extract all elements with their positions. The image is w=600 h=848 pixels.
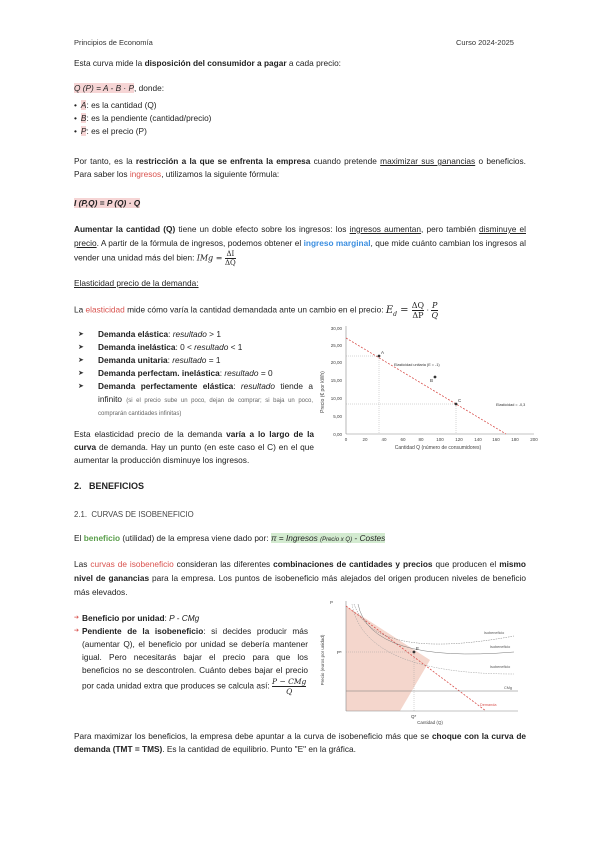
income-formula: I (P,Q) = P (Q) · Q	[74, 198, 141, 208]
x-tick: 140	[474, 437, 482, 442]
elasticity-heading: Elasticidad precio de la demanda:	[74, 278, 199, 288]
label-demand: Demanda	[480, 703, 497, 707]
chart2-ylabel: Precio (euros por unidad)	[320, 634, 325, 686]
list-item: ➔ Pendiente de la isobeneficio: si decides producir más (aumentar Q), el beneficio por unidad se debería mantener igual. Pero necesitarás bajar el precio para que los beneficios no se descontrolen. Cuánto debes bajar el precio por cada unidad extra que produces se calcula así: P − CMg Q	[74, 625, 308, 696]
label-p-star: P*	[337, 650, 342, 655]
demand-formula: Q (P) = A - B · P, donde:	[74, 83, 165, 93]
x-tick: 100	[436, 437, 444, 442]
elasticity-closing: Esta elasticidad precio de la demanda varía a lo largo de la curva de demanda. Hay un punto (en este caso el C) en el que aumentar la producción disminuye los ingresos.	[74, 429, 314, 465]
chart2-xlabel: Cantidad (Q)	[417, 720, 443, 725]
intro-line: Esta curva mide la disposición del consumidor a pagar a cada precio:	[74, 58, 341, 68]
y-tick: 25,00	[330, 343, 342, 348]
point-c	[455, 403, 458, 406]
list-item: ➤ Demanda perfectam. inelástica: resultado = 0	[78, 367, 313, 380]
x-tick: 180	[511, 437, 519, 442]
y-tick: 10,00	[330, 396, 342, 401]
header-right: Curso 2024-2025	[456, 38, 514, 47]
x-tick: 60	[400, 437, 406, 442]
demand-line	[346, 338, 506, 434]
label-cmg: CMg	[504, 686, 513, 690]
x-tick: 120	[455, 437, 463, 442]
label-low-elasticity: Elasticidad = -0,3	[496, 403, 526, 407]
label-isobenefit-c: Isobeneficio	[490, 665, 511, 669]
point-a	[378, 355, 381, 358]
list-item: ➔ Beneficio por unidad: P - CMg	[74, 612, 308, 625]
label-q-star: Q*	[411, 714, 417, 719]
y-tick: 5,00	[333, 414, 342, 419]
label-a: A	[381, 350, 385, 355]
x-tick: 40	[381, 437, 387, 442]
list-item: • A: es la cantidad (Q)	[74, 99, 211, 112]
label-unit-elasticity: Elasticidad unitaria (E = -1)	[394, 363, 440, 367]
demand-elasticity-chart	[318, 322, 540, 454]
point-b	[434, 376, 437, 379]
list-item: ➤ Demanda elástica: resultado > 1	[78, 328, 313, 341]
label-c: C	[458, 398, 462, 403]
header-left: Principios de Economía	[74, 38, 153, 47]
final-paragraph: Para maximizar los beneficios, la empresa debe apuntar a la curva de isobeneficio más que se choque con la curva de demanda (TMT = TMS). Es la cantidad de equilibrio. Punto "E" en la gráfica.	[74, 731, 527, 754]
y-tick: 20,00	[330, 360, 342, 365]
isobenefit-paragraph: Las curvas de isobeneficio consideran las diferentes combinaciones de cantidades y precios que producen el mismo nivel de ganancias para la empresa. Los puntos de isobeneficio más alejados del origen producen niveles de beneficio más elevados.	[74, 559, 526, 597]
x-tick: 20	[362, 437, 368, 442]
label-b: B	[430, 378, 434, 383]
list-item: • P: es el precio (P)	[74, 125, 211, 138]
variable-list	[74, 99, 211, 138]
paragraph-marginal: Aumentar la cantidad (Q) tiene un doble efecto sobre los ingresos: los ingresos aumentan, pero también disminuye el precio. A partir de la fórmula de ingresos, podemos obtener el ingreso marginal, que mide cuánto cambian los ingresos al vender una unidad más del bien: IMg = $\frac{\Delta I}{\Delta Q}$	[74, 224, 526, 267]
x-tick: 0	[344, 437, 348, 442]
chart1-xlabel: Cantidad Q (número de consumidores)	[394, 445, 482, 451]
list-item: ➤ Demanda unitaria: resultado = 1	[78, 354, 313, 367]
point-e	[413, 651, 416, 654]
chart2-ytop: P	[330, 600, 334, 605]
x-tick: 200	[530, 437, 538, 442]
profit-formula-line: El beneficio (utilidad) de la empresa viene dado por: π = Ingresos (Precio x Q) - Costes	[74, 533, 386, 543]
x-tick: 80	[418, 437, 424, 442]
label-isobenefit-b: Isobeneficio	[490, 645, 511, 649]
list-item: ➤ Demanda inelástica: 0 < resultado < 1	[78, 341, 313, 354]
paragraph-restriction: Por tanto, es la restricción a la que se enfrenta la empresa cuando pretende maximizar sus ganancias o beneficios. Para saber los ingresos, utilizamos la siguiente fórmula:	[74, 156, 526, 179]
list-item: ➤ Demanda perfectamente elástica: resultado tiende a infinito (si el precio sube un poco, dejan de comprar; si baja un poco, comprarán cantidades infinitas)	[78, 380, 313, 419]
label-isobenefit-a: Isobeneficio	[484, 631, 505, 635]
shaded-region	[346, 606, 430, 711]
y-tick: 30,00	[330, 326, 342, 331]
elasticity-bullets	[78, 328, 313, 419]
isobenefit-bullets	[74, 612, 308, 696]
chart1-ylabel: Precio (€ por kWh)	[320, 371, 326, 413]
section-2-1-heading: 2.1. CURVAS DE ISOBENEFICIO	[74, 510, 194, 519]
list-item: • B: es la pendiente (cantidad/precio)	[74, 112, 211, 125]
section-2-heading: 2. BENEFICIOS	[74, 481, 145, 491]
isobenefit-chart	[318, 596, 530, 728]
y-tick: 0,00	[333, 432, 342, 437]
y-tick: 15,00	[330, 378, 342, 383]
elasticity-line: La elasticidad mide cómo varía la cantidad demandada ante un cambio en el precio: $E_d$ = $\frac{\Delta Q}{\Delta P}$ · $\frac{P}{Q}$	[74, 301, 439, 320]
label-e: E	[416, 646, 420, 651]
x-tick: 160	[492, 437, 500, 442]
